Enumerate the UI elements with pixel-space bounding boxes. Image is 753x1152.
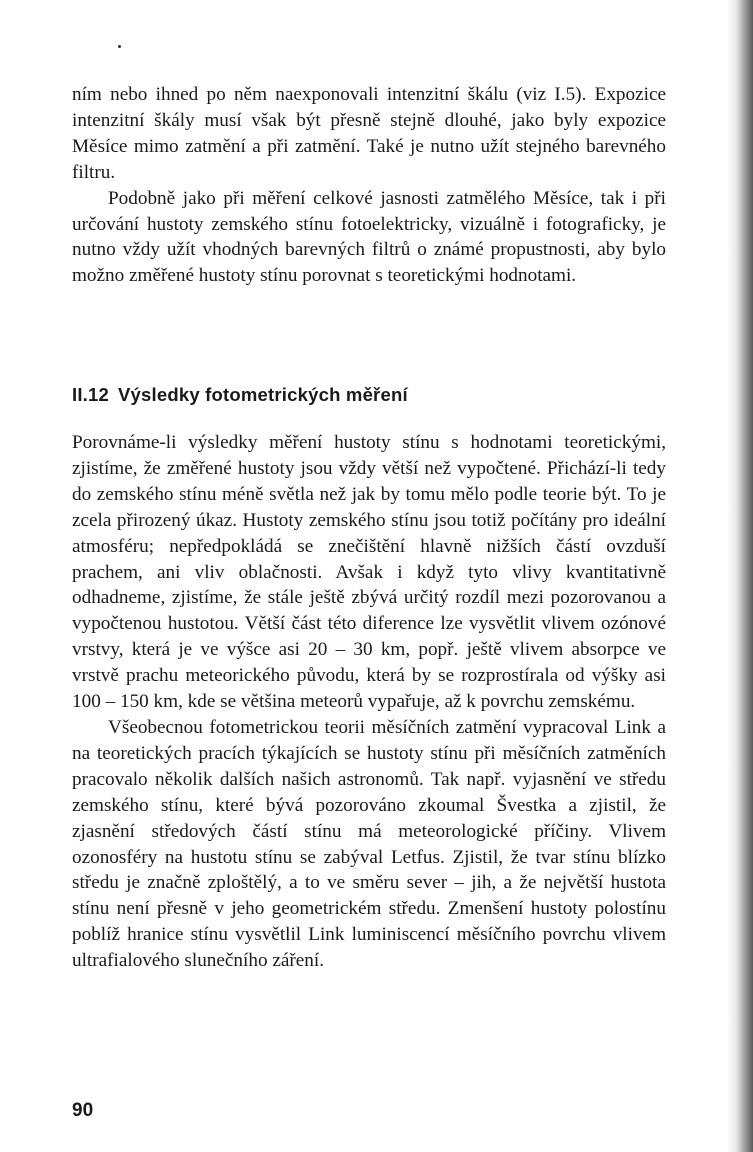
text-block-top [72,82,666,289]
book-page-edge [727,0,753,1152]
paragraph-theory: Všeobecnou fotometrickou teorii měsíčních zatmění vypracoval Link a na teoretických pracích týkajících se hustoty stínu při měsíčních zatměních pracovalo několik dalších našich astronomů. Tak např. vyjasnění ve středu zemského stínu, které bývá pozorováno zkoumal Švestka a zjistil, že zjasnění středových částí stínu má meteorologické příčiny. Vlivem ozonosféry na hustotu stínu se zabýval Letfus. Zjistil, že tvar stínu blízko středu je značně zploštělý, a to ve směru sever – jih, a že největší hustota stínu není přesně v jeho geometrickém středu. Zmenšení hustoty polostínu poblíž hranice stínu vysvětlil Link luminiscencí měsíčního povrchu vlivem ultrafialového slunečního záření. [72,716,666,972]
paragraph-filters: Podobně jako při měření celkové jasnosti zatmělého Měsíce, tak i při určování hustoty zemského stínu fotoelektricky, vizuálně i fotograficky, je nutno vždy užít vhodných barevných filtrů o známé propustnosti, aby bylo možno změřené hustoty stínu porovnat s teoretickými hodnotami. [72,187,666,287]
text-block-bottom [72,430,666,974]
paragraph-continued: ním nebo ihned po něm naexponovali intenzitní škálu (viz I.5). Expozice intenzitní škály musí však být přesně stejně dlouhé, jako byly expozice Měsíce mimo zatmění a při zatmění. Také je nutno užít stejného barevného filtru. [72,84,666,183]
section-title: Výsledky fotometrických měření [118,384,408,405]
page-number: 90 [72,1100,94,1121]
paragraph-results: Porovnáme-li výsledky měření hustoty stínu s hodnotami teoretickými, zjistíme, že změřené hustoty jsou vždy větší než vypočtené. Přichází-li tedy do zemského stínu méně světla než jak by tomu mělo podle teorie být. To je zcela přirozený úkaz. Hustoty zemského stínu jsou totiž počítány pro ideální atmosféru; nepředpokládá se znečištění hlavně nižších částí ovzduší prachem, ani vliv oblačnosti. Avšak i když tyto vlivy kvantitativně odhadneme, zjistíme, že stále ještě zbývá určitý rozdíl mezi pozorovanou a vypočtenou hustotou. Větší část této diference lze vysvětlit vlivem ozónové vrstvy, která je ve výšce asi 20 – 30 km, popř. ještě vlivem absorpce ve vrstvě prachu meteorického původu, která by se rozprostírala od výšky asi 100 – 150 km, kde se většina meteorů vypařuje, až k povrchu zemskému. [72,432,666,713]
section-heading [72,384,408,406]
section-number: II.12 [72,384,109,405]
print-speck [118,45,121,48]
